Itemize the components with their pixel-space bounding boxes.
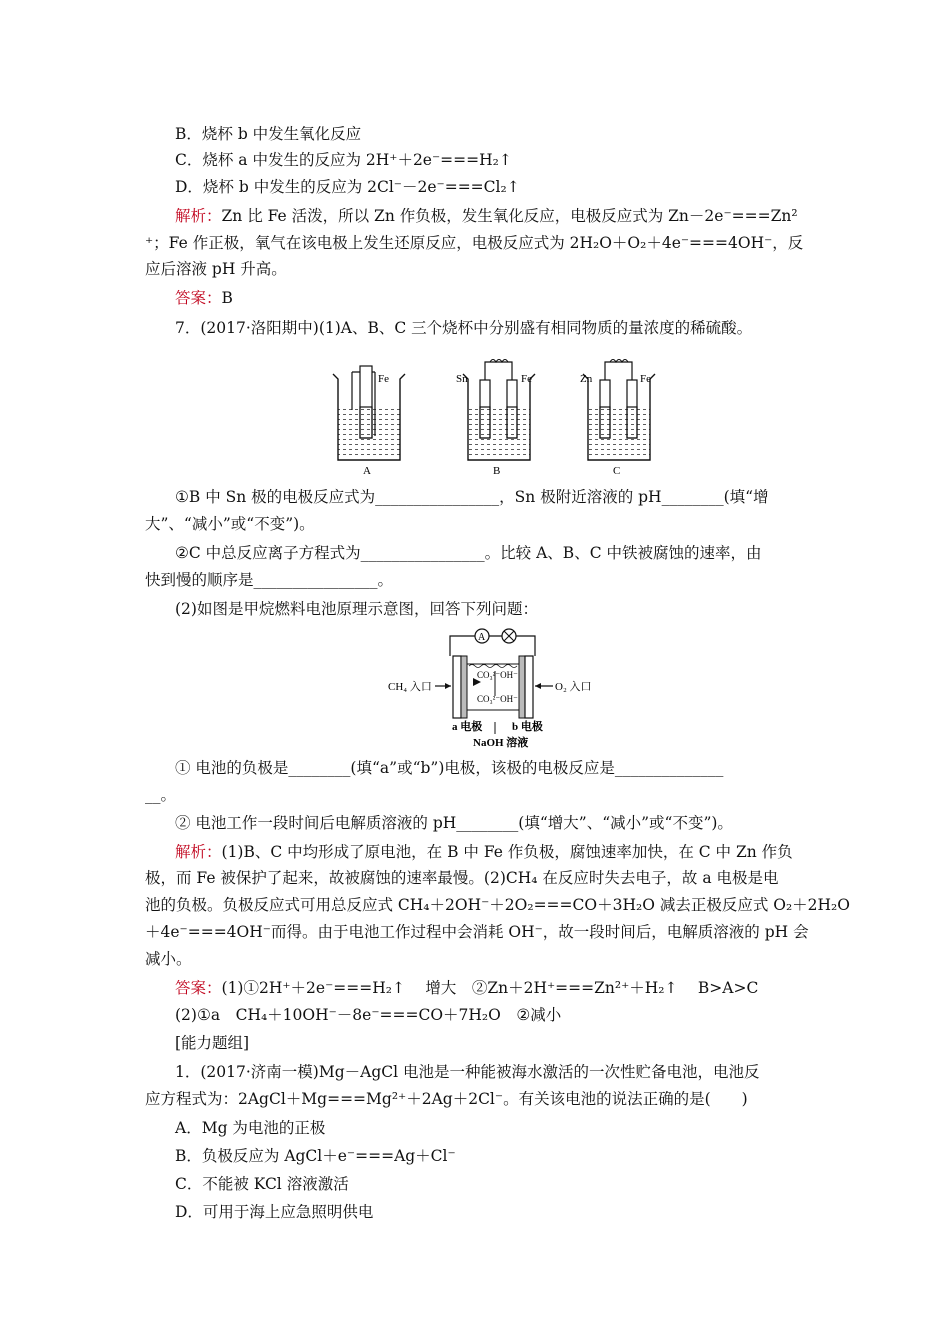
fuel-cell-figure <box>385 626 605 750</box>
beaker-b-label: B <box>493 465 501 477</box>
question-7-1-a: ①B 中 Sn 极的电极反应式为________________，Sn 极附近溶液的 pH________(填“增 <box>175 488 769 506</box>
beaker-b <box>456 360 535 478</box>
problem-1-option-d: D．可用于海上应急照明供电 <box>175 1203 374 1221</box>
analysis-label: 解析： <box>175 843 222 861</box>
analysis-2-line-1: 解析：(1)B、C 中均形成了原电池，在 B 中 Fe 作负极，腐蚀速率加快，在 C 中 Zn 作负 <box>175 843 793 861</box>
analysis-label: 解析： <box>175 207 222 225</box>
beakers-figure <box>330 352 660 478</box>
question-7-p2-2: ② 电池工作一段时间后电解质溶液的 pH________(填“增大”、“减小”或“不变”)。 <box>175 814 733 832</box>
ions-top: CO₃²⁻OH⁻ <box>477 670 518 680</box>
beaker-c-right-label: Fe <box>640 373 651 385</box>
question-7-p2-1-a: ① 电池的负极是________(填“a”或“b”)电极，该极的电极反应是______________ <box>175 759 724 777</box>
question-7-2-b: 快到慢的顺序是________________。 <box>145 571 394 589</box>
ammeter-label: A <box>478 632 486 643</box>
analysis-2-line-4: ＋4e⁻===4OH⁻而得。由于电池工作过程中会消耗 OH⁻，故一段时间后，电解质溶液的 pH 会 <box>145 923 809 941</box>
beaker-b-right-label: Fe <box>521 373 532 385</box>
option-c: C．烧杯 a 中发生的反应为 2H⁺＋2e⁻===H₂↑ <box>175 151 512 169</box>
o2-inlet-label: O₂ 入口 <box>555 681 592 693</box>
b-electrode-label: b 电极 <box>512 721 543 733</box>
analysis-2-line-3: 池的负极。负极反应式可用总反应式 CH₄＋2OH⁻＋2O₂===CO＋3H₂O 减去正极反应式 O₂＋2H₂O <box>145 896 850 914</box>
beaker-c-label: C <box>613 465 621 477</box>
section-heading: [能力题组] <box>175 1034 250 1052</box>
electrolyte-label: NaOH 溶液 <box>473 737 529 749</box>
problem-1-stem-a: 1．(2017·济南一模)Mg－AgCl 电池是一种能被海水激活的一次性贮备电池，电池反 <box>175 1063 760 1081</box>
beaker-a <box>333 366 405 477</box>
question-7-stem: 7．(2017·洛阳期中)(1)A、B、C 三个烧杯中分别盛有相同物质的量浓度的稀硫酸。 <box>175 319 753 337</box>
question-7-1-b: 大”、“减小”或“不变”)。 <box>145 515 315 533</box>
question-7-p2-1-b: __。 <box>145 786 177 804</box>
answer-2-line-1: 答案：(1)①2H⁺＋2e⁻===H₂↑ 增大 ②Zn＋2H⁺===Zn²⁺＋H₂↑ B>A>C <box>175 979 759 997</box>
ions-bottom: CO₃²⁻OH⁻ <box>477 694 518 704</box>
problem-1-option-a: A．Mg 为电池的正极 <box>175 1119 326 1137</box>
analysis-1-line-2: ⁺；Fe 作正极，氧气在该电极上发生还原反应，电极反应式为 2H₂O＋O₂＋4e⁻===4OH⁻，反 <box>145 234 804 252</box>
analysis-2-line-5: 减小。 <box>145 950 192 968</box>
problem-1-option-b: B．负极反应为 AgCl＋e⁻===Ag＋Cl⁻ <box>175 1147 456 1165</box>
ch4-inlet-label: CH₄ 入口 <box>388 681 432 693</box>
problem-1-option-c: C．不能被 KCl 溶液激活 <box>175 1175 349 1193</box>
a-electrode-label: a 电极 <box>452 721 483 733</box>
option-d: D．烧杯 b 中发生的反应为 2Cl⁻－2e⁻===Cl₂↑ <box>175 178 520 196</box>
beaker-b-left-label: Sn <box>456 373 468 385</box>
analysis-1-line-3: 应后溶液 pH 升高。 <box>145 260 287 278</box>
beaker-c <box>580 360 655 478</box>
beaker-c-left-label: Zn <box>580 373 593 385</box>
answer-2-line-2: (2)①a CH₄＋10OH⁻－8e⁻===CO＋7H₂O ②减小 <box>175 1006 562 1024</box>
analysis-1-line-1: 解析：Zn 比 Fe 活泼，所以 Zn 作负极，发生氧化反应，电极反应式为 Zn－2e⁻===Zn² <box>175 207 798 225</box>
question-7-part-2: (2)如图是甲烷燃料电池原理示意图，回答下列问题： <box>175 600 538 618</box>
answer-label: 答案： <box>175 979 222 997</box>
problem-1-stem-b: 应方程式为：2AgCl＋Mg===Mg²⁺＋2Ag＋2Cl⁻。有关该电池的说法正确的是( ) <box>145 1090 748 1108</box>
analysis-2-line-2: 极，而 Fe 被保护了起来，故被腐蚀的速率最慢。(2)CH₄ 在反应时失去电子，故 a 电极是电 <box>145 869 779 887</box>
question-7-2-a: ②C 中总反应离子方程式为________________。比较 A、B、C 中铁被腐蚀的速率，由 <box>175 544 762 562</box>
answer-label: 答案： <box>175 289 222 307</box>
answer-1: 答案：B <box>175 289 233 307</box>
option-b: B．烧杯 b 中发生氧化反应 <box>175 125 362 143</box>
lamp-icon <box>502 629 516 643</box>
beaker-a-label: A <box>363 465 371 477</box>
beaker-a-electrode-label: Fe <box>378 373 389 385</box>
